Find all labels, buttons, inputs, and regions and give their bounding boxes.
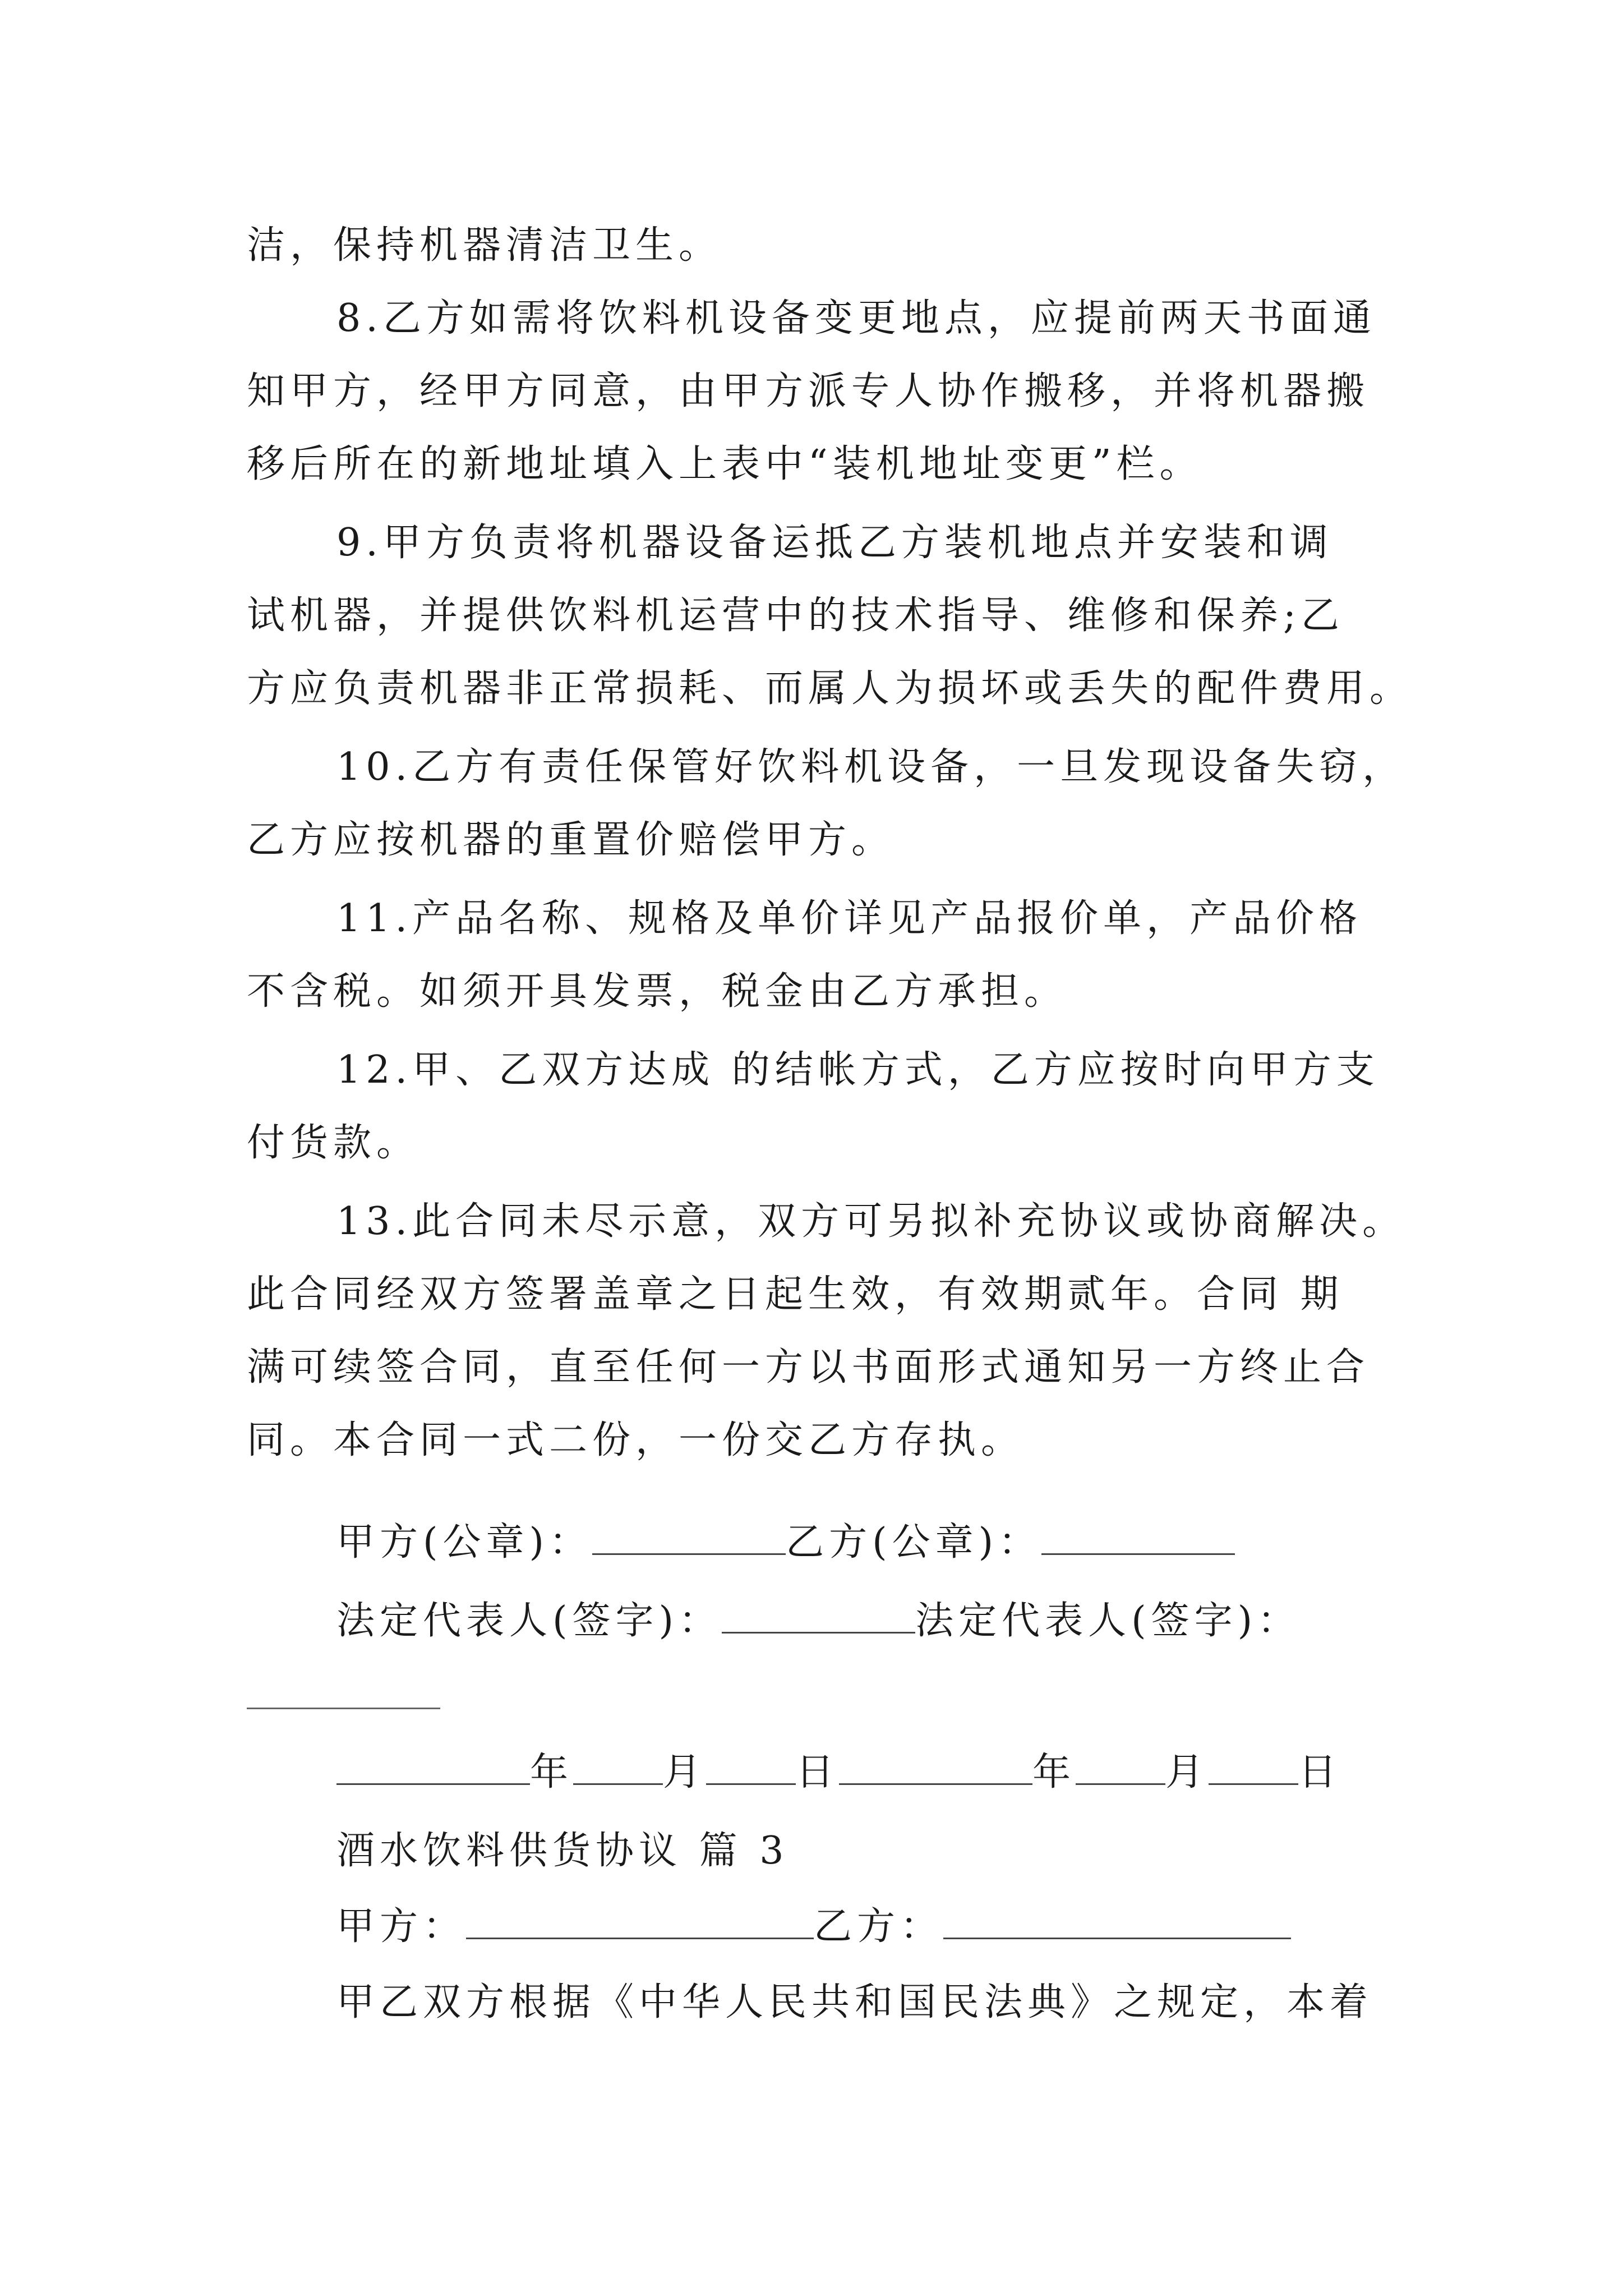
clause-13-line: 13.此合同未尽示意，双方可另拟补充协议或协商解决。 [336, 1199, 1406, 1244]
paragraph-line: 洁，保持机器清洁卫生。 [247, 223, 722, 268]
paragraph-line: 知甲方，经甲方同意，由甲方派专人协作搬移，并将机器搬 [247, 369, 1370, 413]
paragraph-line: 移后所在的新地址填入上表中“装机地址变更”栏。 [247, 442, 1203, 486]
section-3-intro: 甲乙双方根据《中华人民共和国民法典》之规定，本着 [336, 1980, 1373, 2024]
day-label: 日 [1298, 1750, 1342, 1795]
day-b-blank [1209, 1749, 1298, 1785]
party-a-seal-label: 甲方(公章)： [336, 1520, 593, 1565]
month-a-blank [573, 1749, 663, 1785]
section-3-parties [336, 1899, 1291, 1955]
day-label: 日 [796, 1750, 840, 1795]
clause-9-line: 9.甲方负责将机器设备运抵乙方装机地点并安装和调 [336, 521, 1333, 565]
year-b-blank [839, 1749, 1032, 1785]
paragraph-line: 此合同经双方签署盖章之日起生效，有效期贰年。合同 期 [247, 1272, 1344, 1317]
party-a-blank [466, 1903, 814, 1939]
clause-12-line: 12.甲、乙双方达成 的结帐方式，乙方应按时向甲方支 [336, 1048, 1380, 1092]
seal-line [336, 1515, 1235, 1571]
month-label: 月 [663, 1750, 707, 1795]
paragraph-line: 乙方应按机器的重置价赔偿甲方。 [247, 818, 895, 862]
paragraph-line: 试机器，并提供饮料机运营中的技术指导、维修和保养;乙 [247, 593, 1344, 638]
clause-11-line: 11.产品名称、规格及单价详见产品报价单，产品价格 [336, 896, 1363, 941]
rep-a-label: 法定代表人(签字)： [336, 1599, 722, 1643]
party-a-seal-blank [592, 1519, 786, 1555]
paragraph-line: 付货款。 [247, 1121, 420, 1165]
section-3-title: 酒水饮料供货协议 篇 3 [336, 1829, 789, 1873]
party-b-label: 乙方： [814, 1904, 944, 1949]
rep-b-blank [247, 1708, 440, 1709]
day-a-blank [706, 1749, 796, 1785]
paragraph-line: 方应负责机器非正常损耗、而属人为损坏或丢失的配件费用。 [247, 666, 1413, 711]
party-b-seal-blank [1041, 1519, 1235, 1555]
paragraph-line: 满可续签合同，直至任何一方以书面形式通知另一方终止合 [247, 1345, 1370, 1389]
month-label: 月 [1165, 1750, 1209, 1795]
party-b-seal-label: 乙方(公章)： [786, 1520, 1042, 1565]
year-a-blank [336, 1749, 530, 1785]
rep-a-blank [722, 1597, 915, 1634]
clause-8-line: 8.乙方如需将饮料机设备变更地点，应提前两天书面通 [336, 296, 1376, 341]
paragraph-line: 不含税。如须开具发票，税金由乙方承担。 [247, 969, 1068, 1014]
clause-10-line: 10.乙方有责任保管好饮料机设备，一旦发现设备失窃， [336, 745, 1406, 789]
rep-b-label: 法定代表人(签字)： [915, 1599, 1301, 1643]
year-label: 年 [530, 1750, 574, 1795]
paragraph-line: 同。本合同一式二份，一份交乙方存执。 [247, 1418, 1025, 1462]
party-b-blank [943, 1903, 1291, 1939]
date-line [336, 1745, 1341, 1801]
party-a-label: 甲方： [336, 1904, 467, 1949]
month-b-blank [1076, 1749, 1165, 1785]
representative-line [336, 1593, 1301, 1649]
year-label: 年 [1032, 1750, 1076, 1795]
